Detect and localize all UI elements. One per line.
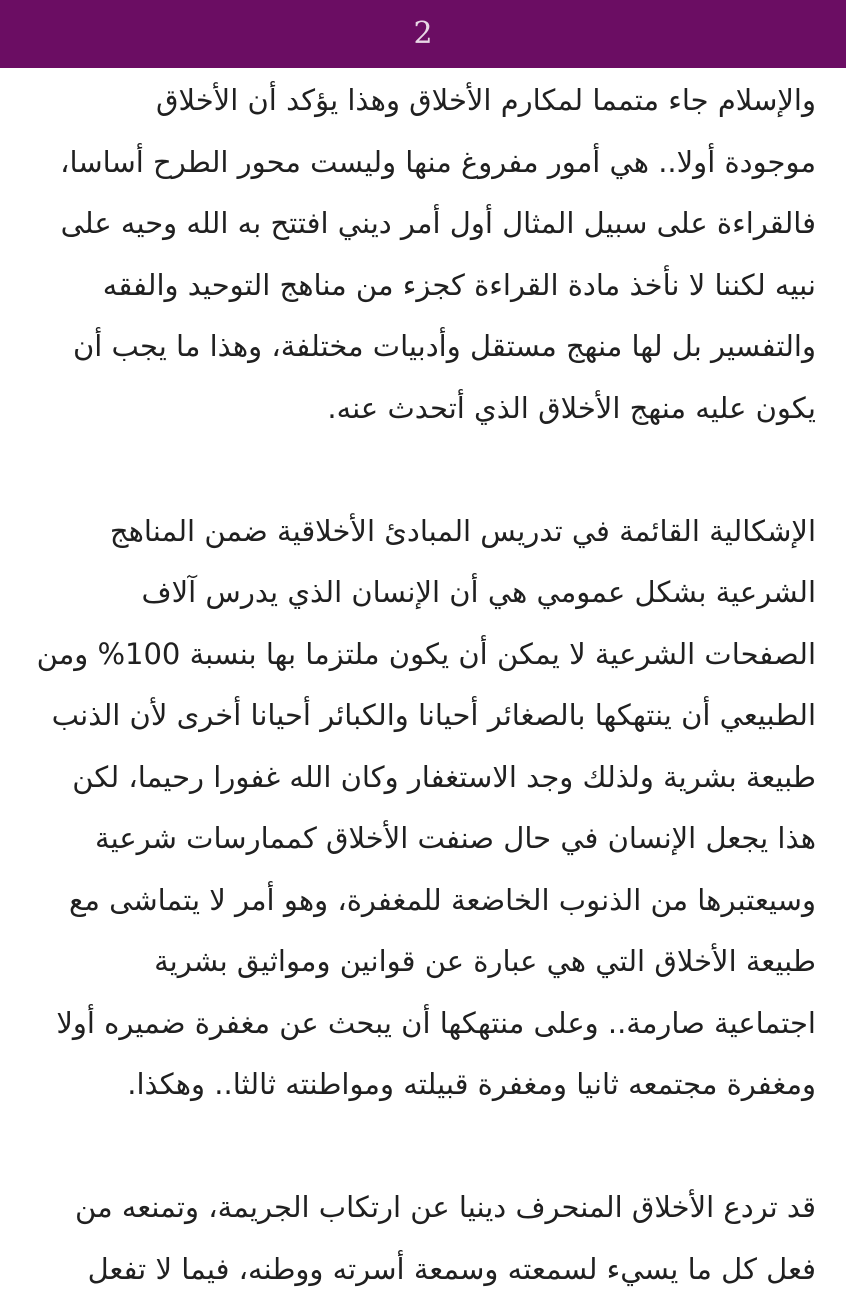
text-line: اجتماعية صارمة.. وعلى منتهكها أن يبحث عن مغفرة ضميره أولا (28, 993, 816, 1055)
paragraph-gap (28, 439, 816, 501)
text-line: وسيعتبرها من الذنوب الخاضعة للمغفرة، وهو أمر لا يتماشى مع (28, 870, 816, 932)
text-line: الشرعية بشكل عمومي هي أن الإنسان الذي يدرس آلاف (28, 562, 816, 624)
text-line: طبيعة بشرية ولذلك وجد الاستغفار وكان الله غفورا رحيما، لكن (28, 747, 816, 809)
text-line: ومغفرة مجتمعه ثانيا ومغفرة قبيلته ومواطنته ثالثا.. وهكذا. (28, 1054, 816, 1116)
paragraph-3 (28, 1177, 816, 1300)
text-line: طبيعة الأخلاق التي هي عبارة عن قوانين ومواثيق بشرية (28, 931, 816, 993)
text-line: نبيه لكننا لا نأخذ مادة القراءة كجزء من مناهج التوحيد والفقه (28, 255, 816, 317)
text-line: الصفحات الشرعية لا يمكن أن يكون ملتزما بها بنسبة 100% ومن (28, 624, 816, 686)
paragraph-gap (28, 1116, 816, 1178)
text-line: فعل كل ما يسيء لسمعته وسمعة أسرته ووطنه، فيما لا تفعل (28, 1239, 816, 1300)
text-line: قد تردع الأخلاق المنحرف دينيا عن ارتكاب الجريمة، وتمنعه من (28, 1177, 816, 1239)
text-line: الطبيعي أن ينتهكها بالصغائر أحيانا والكبائر أحيانا أخرى لأن الذنب (28, 685, 816, 747)
text-line: هذا يجعل الإنسان في حال صنفت الأخلاق كممارسات شرعية (28, 808, 816, 870)
text-line: الإشكالية القائمة في تدريس المبادئ الأخلاقية ضمن المناهج (28, 501, 816, 563)
document-body (28, 70, 816, 1300)
text-line: يكون عليه منهج الأخلاق الذي أتحدث عنه. (28, 378, 816, 440)
text-line: والإسلام جاء متمما لمكارم الأخلاق وهذا يؤكد أن الأخلاق (28, 70, 816, 132)
text-line: والتفسير بل لها منهج مستقل وأدبيات مختلفة، وهذا ما يجب أن (28, 316, 816, 378)
text-line: موجودة أولا.. هي أمور مفروغ منها وليست محور الطرح أساسا، (28, 132, 816, 194)
page-header-bar (0, 0, 846, 68)
page-number: 2 (413, 19, 432, 49)
paragraph-2 (28, 501, 816, 1116)
paragraph-1 (28, 70, 816, 439)
text-line: فالقراءة على سبيل المثال أول أمر ديني افتتح به الله وحيه على (28, 193, 816, 255)
